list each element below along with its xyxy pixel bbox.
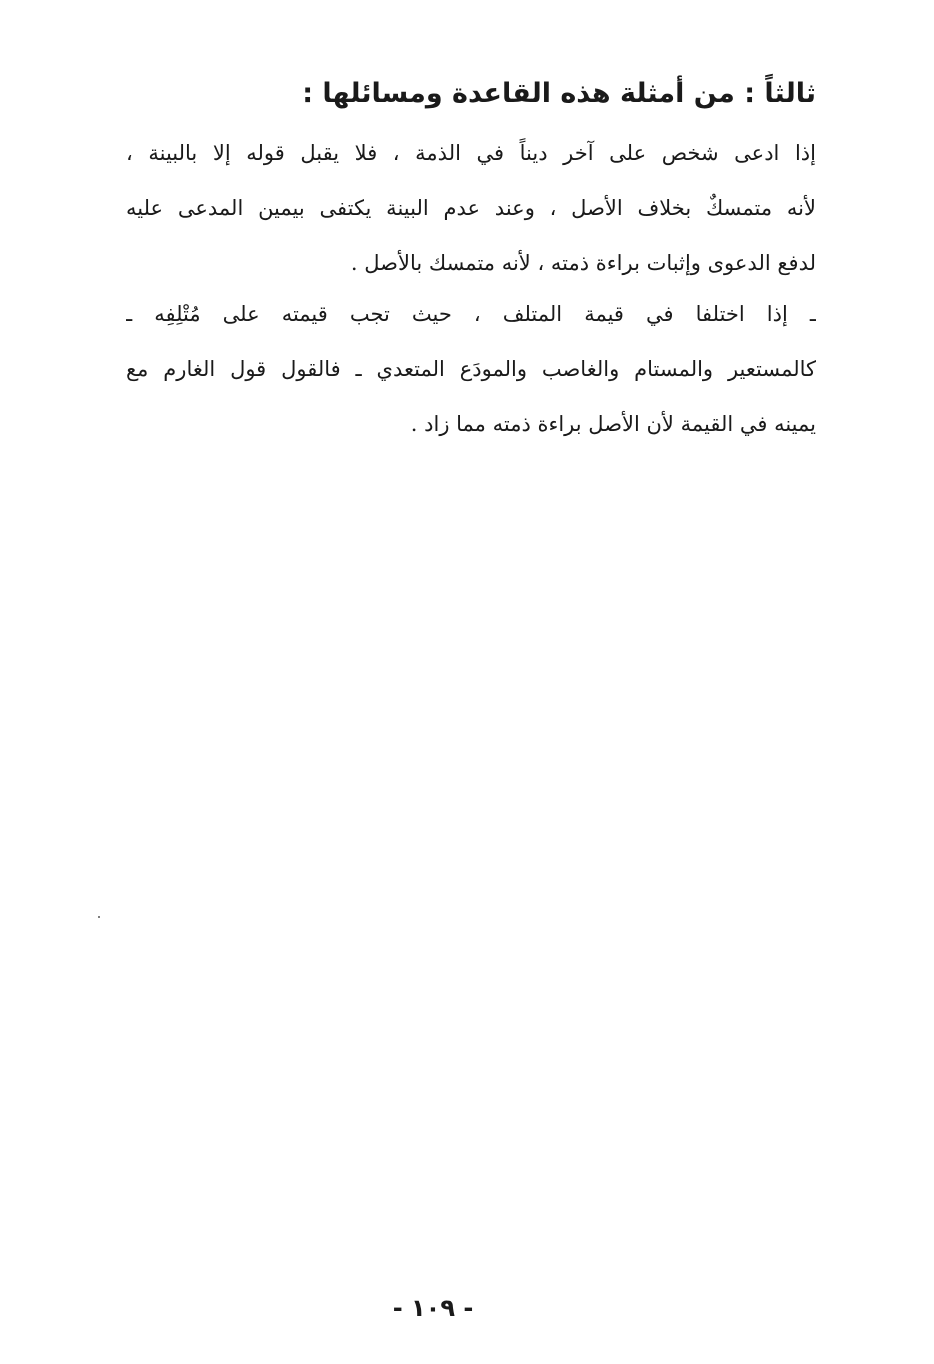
paragraph-line: كالمستعير والمستام والغاصب والمودَع المتعدي ـ فالقول قول الغارم مع <box>126 357 816 381</box>
paragraph-line: إذا ادعى شخص على آخر ديناً في الذمة ، فلا يقبل قوله إلا بالبينة ، <box>126 141 816 165</box>
scan-speck <box>98 916 100 918</box>
page-number: - ١٠٩ - <box>392 1294 474 1322</box>
paragraph-line: ـ إذا اختلفا في قيمة المتلف ، حيث تجب قيمته على مُتْلِفِه ـ <box>126 302 816 326</box>
section-heading: ثالثاً : من أمثلة هذه القاعدة ومسائلها : <box>302 78 816 109</box>
paragraph-line: لدفع الدعوى وإثبات براءة ذمته ، لأنه متمسك بالأصل . <box>350 251 816 275</box>
paragraph-line: لأنه متمسكٌ بخلاف الأصل ، وعند عدم البينة يكتفى بيمين المدعى عليه <box>126 196 816 220</box>
paragraph-line: يمينه في القيمة لأن الأصل براءة ذمته مما زاد . <box>410 412 816 436</box>
